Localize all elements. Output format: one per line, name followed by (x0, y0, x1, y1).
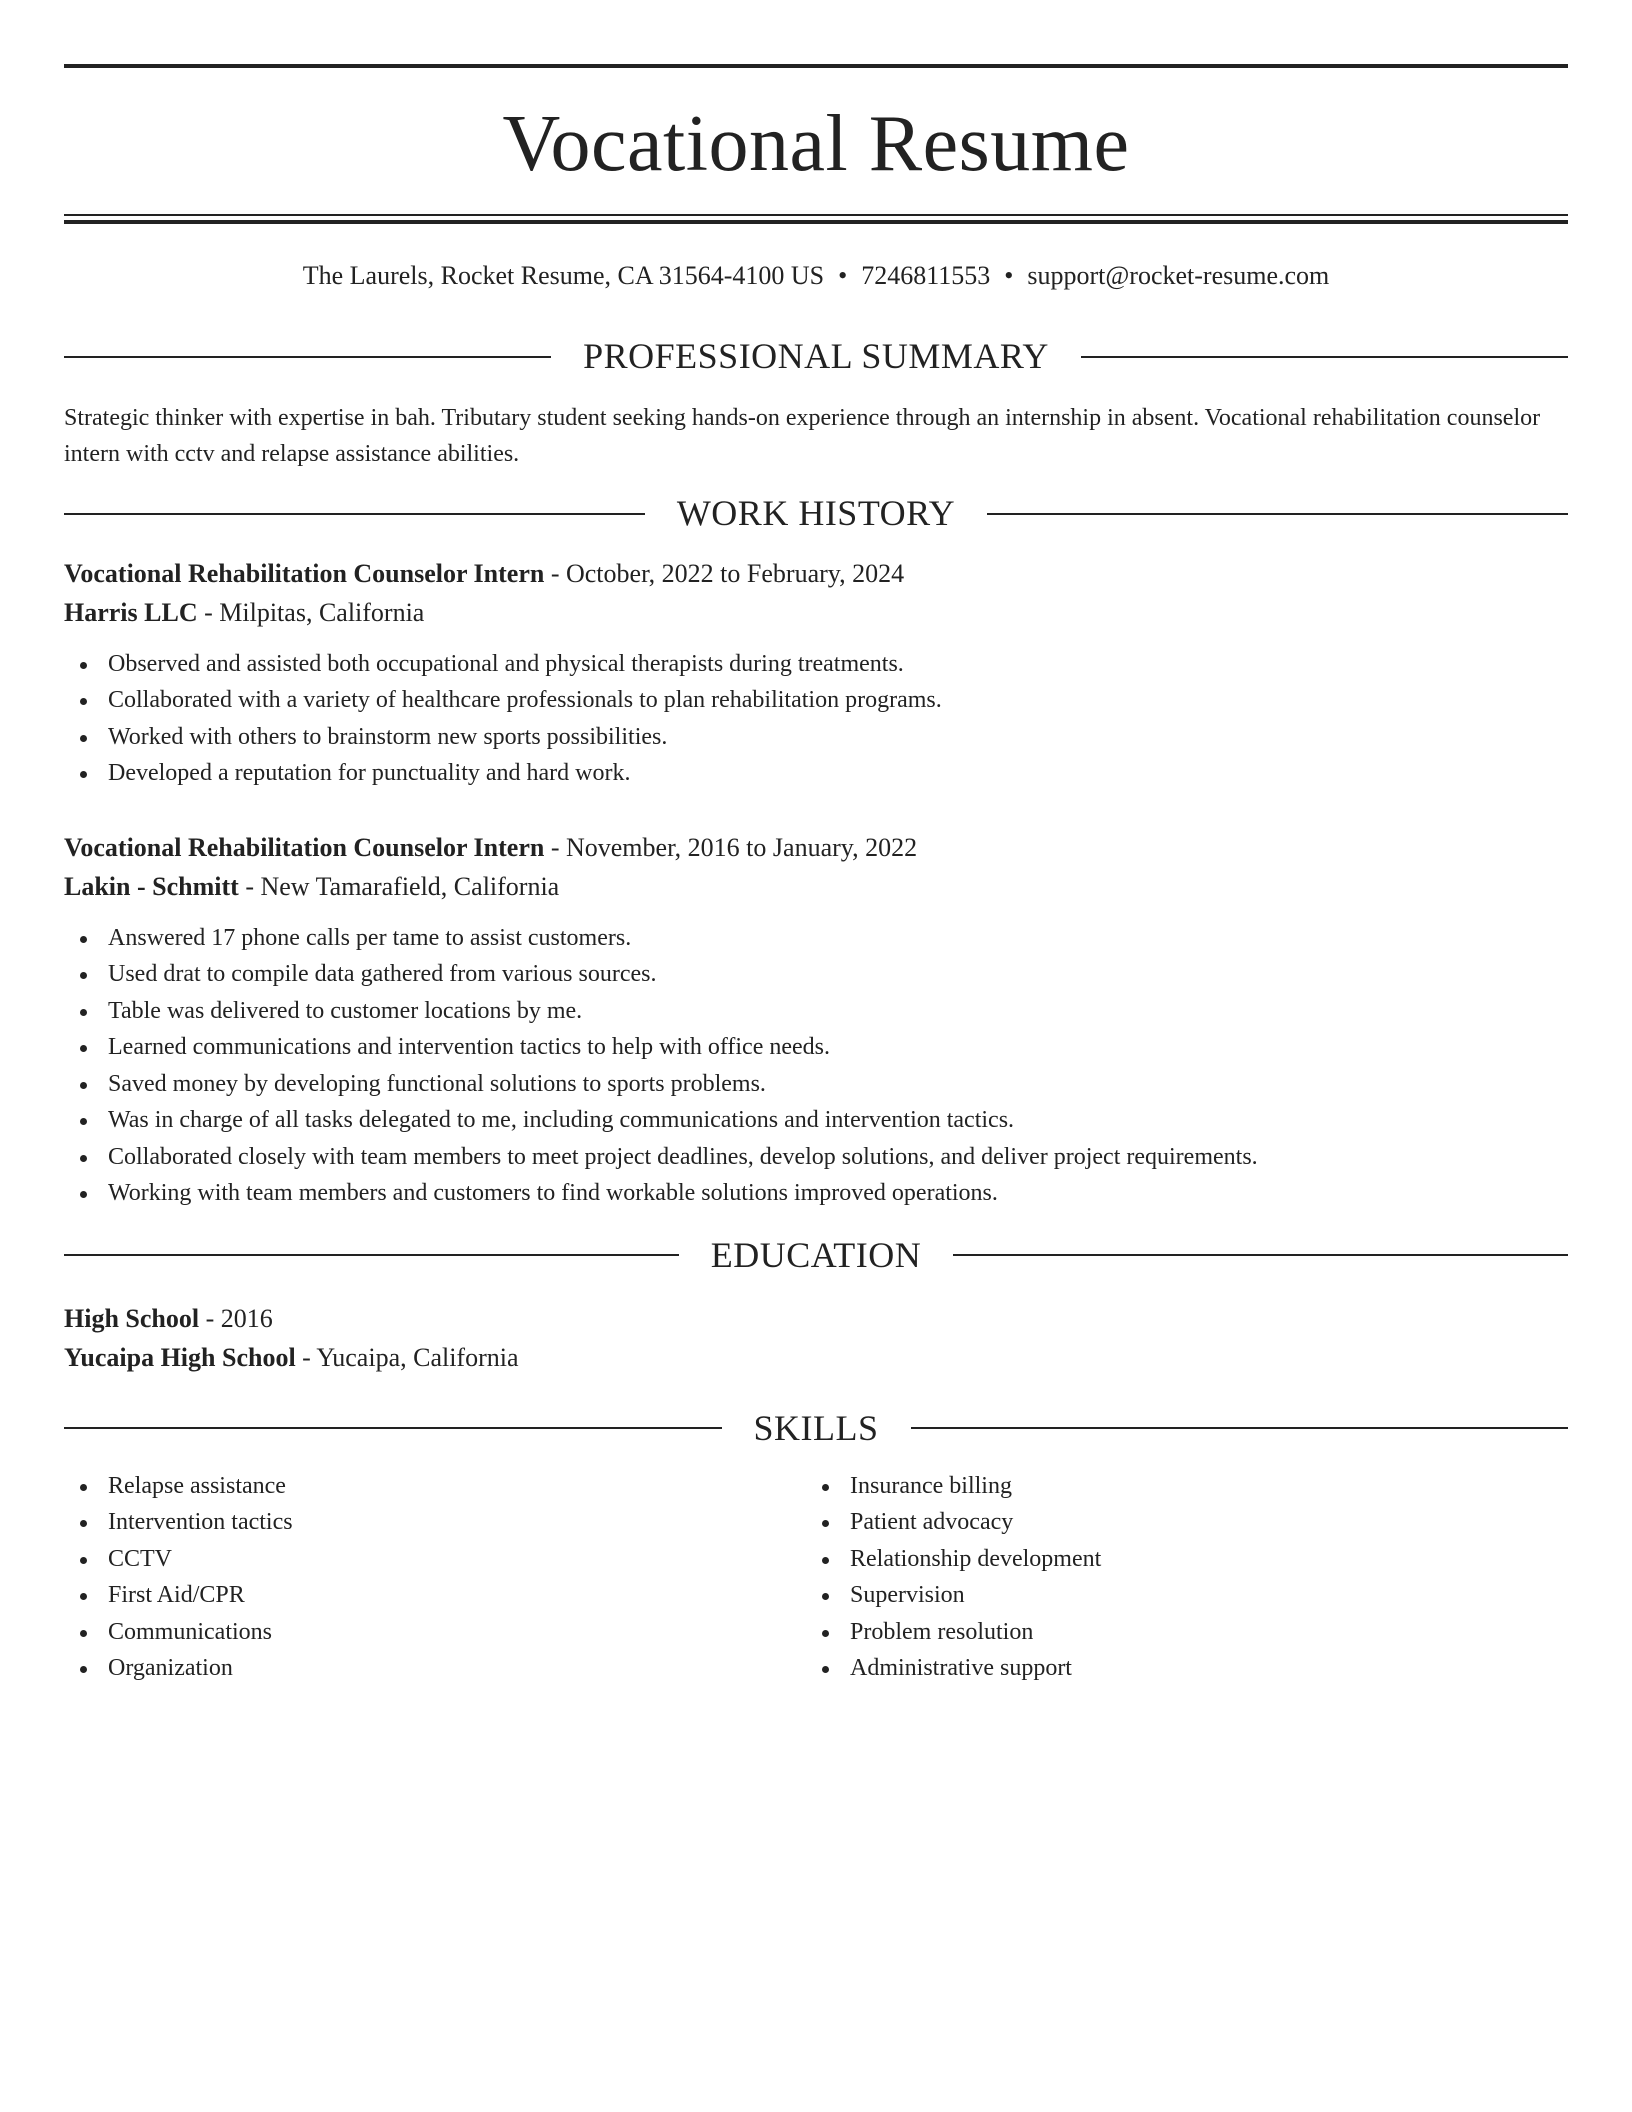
education-year: - 2016 (199, 1303, 273, 1333)
heading-rule-right (987, 513, 1568, 515)
resume-title: Vocational Resume (502, 100, 1130, 188)
job-title-line (64, 828, 1568, 867)
contact-address: The Laurels, Rocket Resume, CA 31564-4100 US (302, 261, 825, 290)
list-item: Working with team members and customers to find workable solutions improved operations. (64, 1175, 1568, 1212)
section-title: SKILLS (753, 1407, 879, 1448)
job-dates: - October, 2022 to February, 2024 (544, 558, 905, 588)
list-item: First Aid/CPR (64, 1577, 806, 1614)
resume-page (64, 64, 1568, 1687)
job-entry (64, 554, 1568, 792)
work-section-heading (64, 492, 1568, 535)
list-item: Answered 17 phone calls per tame to assist customers. (64, 920, 1568, 957)
skills-column-left (64, 1468, 806, 1687)
top-rule (64, 64, 1568, 68)
skills-list (806, 1468, 1548, 1687)
list-item: Learned communications and intervention tactics to help with office needs. (64, 1029, 1568, 1066)
list-item: Table was delivered to customer locations by me. (64, 993, 1568, 1030)
list-item: Relationship development (806, 1541, 1548, 1578)
job-company: Lakin - Schmitt (64, 871, 239, 901)
job-dates: - November, 2016 to January, 2022 (544, 832, 918, 862)
skills-section-heading (64, 1407, 1568, 1450)
list-item: Worked with others to brainstorm new sports possibilities. (64, 719, 1568, 756)
heading-rule-right (911, 1427, 1569, 1429)
education-degree-line (64, 1299, 1568, 1338)
heading-rule-left (64, 513, 645, 515)
list-item: Insurance billing (806, 1468, 1548, 1505)
list-item: Communications (64, 1614, 806, 1651)
list-item: Observed and assisted both occupational and physical therapists during treatments. (64, 646, 1568, 683)
education-section-heading (64, 1234, 1568, 1277)
heading-rule-right (953, 1254, 1568, 1256)
job-company-line (64, 593, 1568, 632)
list-item: CCTV (64, 1541, 806, 1578)
education-school: Yucaipa High School (64, 1342, 296, 1372)
education-location: - Yucaipa, California (295, 1342, 519, 1372)
list-item: Administrative support (806, 1650, 1548, 1687)
title-double-rule (64, 214, 1568, 224)
job-entry (64, 828, 1568, 1212)
list-item: Intervention tactics (64, 1504, 806, 1541)
job-company-line (64, 867, 1568, 906)
section-title: PROFESSIONAL SUMMARY (583, 336, 1049, 377)
list-item: Organization (64, 1650, 806, 1687)
list-item: Collaborated with a variety of healthcare professionals to plan rehabilitation programs. (64, 682, 1568, 719)
skills-column-right (806, 1468, 1548, 1687)
heading-rule-left (64, 356, 551, 358)
contact-separator: • (1004, 261, 1014, 290)
job-title: Vocational Rehabilitation Counselor Intern (64, 832, 545, 862)
list-item: Was in charge of all tasks delegated to me, including communications and intervention tactics. (64, 1102, 1568, 1139)
section-title: EDUCATION (710, 1234, 922, 1275)
list-item: Patient advocacy (806, 1504, 1548, 1541)
contact-separator: • (838, 261, 848, 290)
contact-phone: 7246811553 (861, 261, 991, 290)
heading-rule-left (64, 1254, 679, 1256)
summary-text: Strategic thinker with expertise in bah. Tributary student seeking hands-on experience through an internship in absent. Vocational rehabilitation counselor intern with cctv and relapse assistance abilities. (64, 405, 1541, 468)
skills-list (64, 1468, 806, 1687)
heading-rule-left (64, 1427, 722, 1429)
job-location: - Milpitas, California (197, 597, 425, 627)
job-location: - New Tamarafield, California (238, 871, 560, 901)
contact-email: support@rocket-resume.com (1027, 261, 1330, 290)
job-company: Harris LLC (64, 597, 198, 627)
job-bullets (64, 920, 1568, 1212)
job-bullets (64, 646, 1568, 792)
education-degree: High School (64, 1303, 200, 1333)
list-item: Supervision (806, 1577, 1548, 1614)
job-title-line (64, 554, 1568, 593)
section-title: WORK HISTORY (676, 493, 956, 534)
list-item: Developed a reputation for punctuality and hard work. (64, 755, 1568, 792)
list-item: Collaborated closely with team members to meet project deadlines, develop solutions, and deliver project requirements. (64, 1139, 1568, 1176)
job-title: Vocational Rehabilitation Counselor Intern (64, 558, 545, 588)
heading-rule-right (1081, 356, 1568, 358)
list-item: Problem resolution (806, 1614, 1548, 1651)
education-entry (64, 1299, 1568, 1377)
list-item: Used drat to compile data gathered from various sources. (64, 956, 1568, 993)
contact-line (64, 260, 1568, 291)
list-item: Saved money by developing functional solutions to sports problems. (64, 1066, 1568, 1103)
list-item: Relapse assistance (64, 1468, 806, 1505)
skills-columns (64, 1468, 1568, 1687)
summary-section-heading (64, 335, 1568, 378)
education-school-line (64, 1338, 1568, 1377)
